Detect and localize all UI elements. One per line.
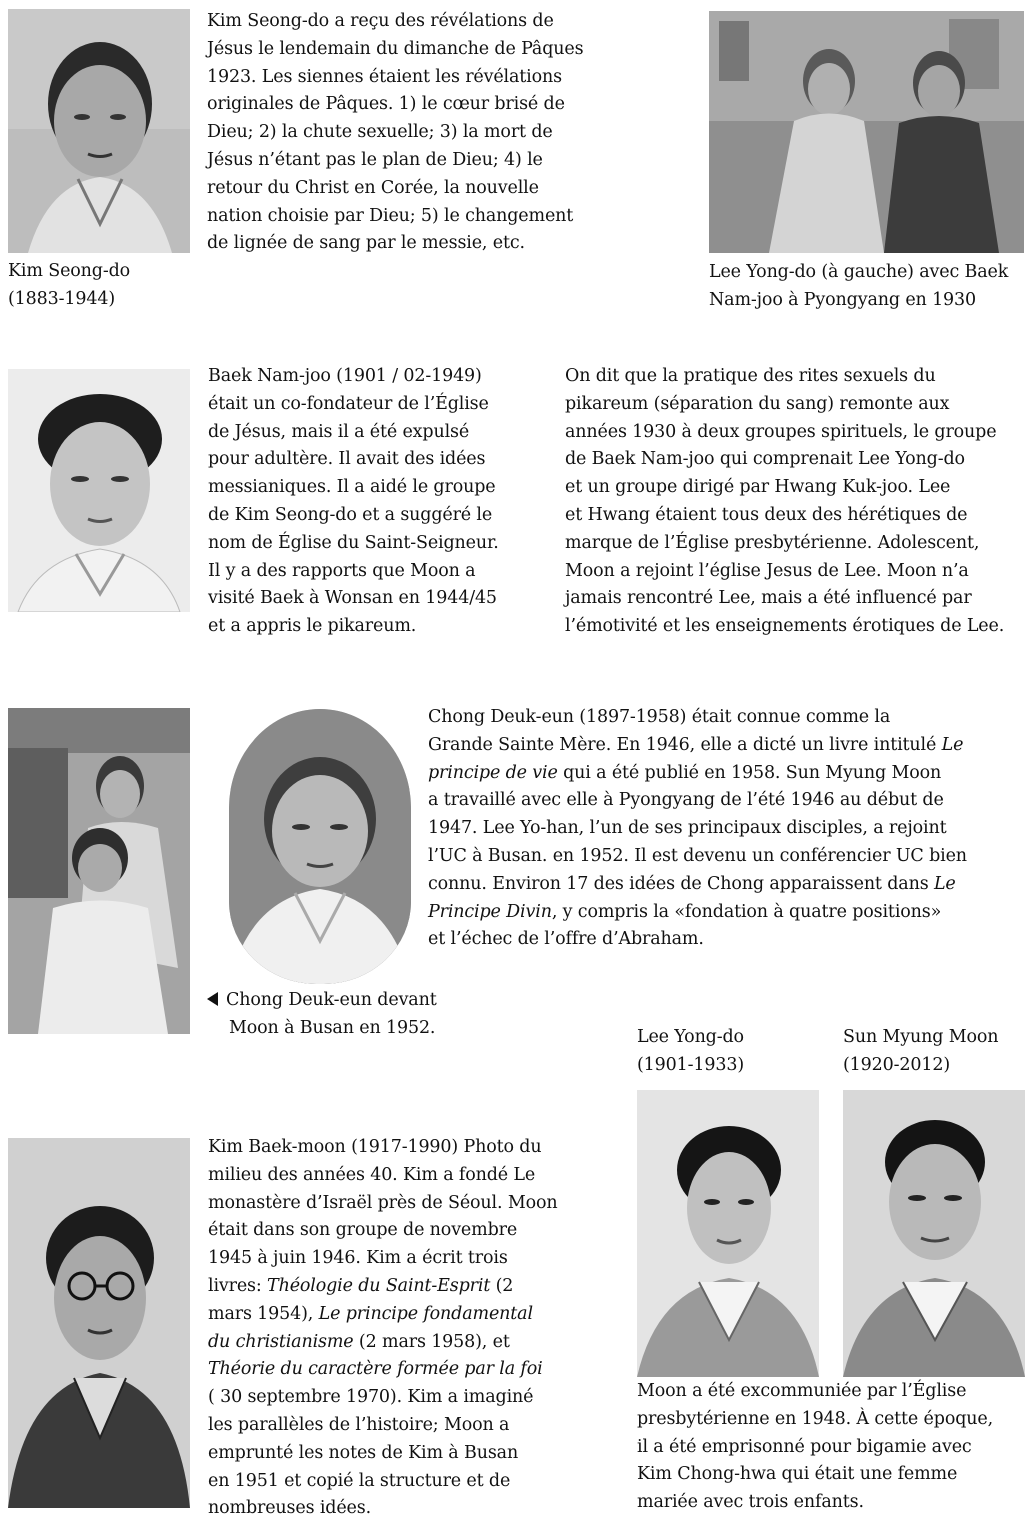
text-line: retour du Christ en Corée, la nouvelle xyxy=(207,177,539,198)
kim-seong-do-description xyxy=(207,8,607,258)
text-line: il a été emprisonné pour bigamie avec xyxy=(637,1436,972,1457)
book-title: Le xyxy=(933,873,956,894)
text-line: nombreuses idées. xyxy=(208,1498,371,1519)
caption-name: Sun Myung Moon xyxy=(843,1027,999,1047)
text-line: et un groupe dirigé par Hwang Kuk-joo. Lee xyxy=(565,477,951,498)
text-line: était un co-fondateur de l’Église xyxy=(208,393,489,414)
text-line: 1947. Lee Yo-han, l’un de ses principaux disciples, a rejoint xyxy=(428,818,947,839)
text-line: Dieu; 2) la chute sexuelle; 3) la mort de xyxy=(207,122,553,143)
text-line: années 1930 à deux groupes spirituels, le groupe xyxy=(565,421,997,442)
text-line: On dit que la pratique des rites sexuels du xyxy=(565,366,936,386)
caption-text: Chong Deuk-eun devant xyxy=(226,990,437,1010)
text-line: de Kim Seong-do et a suggéré le xyxy=(208,504,493,525)
caption-name: Kim Seong-do xyxy=(8,261,131,281)
photo-sun-myung-moon xyxy=(843,1090,1025,1377)
pikareum-description xyxy=(565,363,1027,641)
text-line: 1923. Les siennes étaient les révélations xyxy=(207,66,562,87)
text-line: Jésus n’étant pas le plan de Dieu; 4) le xyxy=(207,149,543,170)
text-line: de Jésus, mais il a été expulsé xyxy=(208,421,470,442)
photo-lee-yong-do xyxy=(637,1090,819,1377)
text-line xyxy=(428,899,1028,927)
text-line: monastère d’Israël près de Séoul. Moon xyxy=(208,1192,558,1213)
photo-kim-baek-moon xyxy=(8,1138,190,1508)
text-line: était dans son groupe de novembre xyxy=(208,1220,518,1241)
text-line: pour adultère. Il avait des idées xyxy=(208,449,486,470)
book-title: Le xyxy=(941,734,964,755)
text-line xyxy=(428,732,1028,760)
sun-myung-moon-caption xyxy=(843,1023,998,1079)
book-title: Principe Divin xyxy=(428,901,552,922)
text-run: Grande Sainte Mère. En 1946, elle a dicté un livre intitulé xyxy=(428,734,942,755)
text-line xyxy=(428,760,1028,788)
text-line: les parallèles de l’histoire; Moon a xyxy=(208,1414,510,1435)
text-line: nom de Église du Saint-Seigneur. xyxy=(208,532,499,553)
text-line: a travaillé avec elle à Pyongyang de l’été 1946 au début de xyxy=(428,790,944,811)
photo-baek-nam-joo xyxy=(8,369,190,612)
text-line: 1945 à juin 1946. Kim a écrit trois xyxy=(208,1248,508,1269)
text-line: en 1951 et copié la structure et de xyxy=(208,1470,511,1491)
text-line: nation choisie par Dieu; 5) le changement xyxy=(207,205,574,226)
photo-kim-seong-do xyxy=(8,9,190,253)
text-line: Kim Chong-hwa qui était une femme xyxy=(637,1464,958,1485)
text-line: Jésus le lendemain du dimanche de Pâques xyxy=(207,38,584,59)
text-run: qui a été publié en 1958. Sun Myung Moon xyxy=(557,762,942,783)
text-line: pikareum (séparation du sang) remonte aux xyxy=(565,393,950,414)
book-title: Théologie du Saint-Esprit xyxy=(267,1275,491,1296)
caption-line: Moon à Busan en 1952. xyxy=(229,1018,436,1038)
kim-seong-do-caption xyxy=(8,257,130,313)
text-line: de lignée de sang par le messie, etc. xyxy=(207,233,525,254)
text-run: mars 1954), xyxy=(208,1303,319,1324)
book-title: Théorie du caractère formée par la foi xyxy=(208,1359,543,1380)
book-title: Le principe fondamental xyxy=(318,1303,533,1324)
text-line: jamais rencontré Lee, mais a été influencé par xyxy=(565,588,972,609)
text-line: Moon a rejoint l’église Jesus de Lee. Moon n’a xyxy=(565,560,969,581)
text-run: , y compris la «fondation à quatre positions» xyxy=(551,901,942,922)
text-line: presbytérienne en 1948. À cette époque, xyxy=(637,1408,993,1429)
kim-baek-moon-description xyxy=(208,1134,598,1523)
text-line: emprunté les notes de Kim à Busan xyxy=(208,1442,519,1463)
photo-chong-deuk-eun-with-moon xyxy=(8,708,190,1034)
caption-dates: (1901-1933) xyxy=(637,1055,744,1075)
baek-nam-joo-description xyxy=(208,363,548,641)
left-arrow-icon xyxy=(207,992,218,1006)
lee-yong-do-caption xyxy=(637,1023,744,1079)
caption-line: Lee Yong-do (à gauche) avec Baek xyxy=(709,262,1009,282)
text-line: et a appris le pikareum. xyxy=(208,616,417,637)
caption-line xyxy=(207,986,437,1014)
text-line: messianiques. Il a aidé le groupe xyxy=(208,477,496,498)
caption-dates: (1920-2012) xyxy=(843,1055,950,1075)
text-line xyxy=(208,1329,598,1357)
text-run: (2 xyxy=(490,1275,514,1296)
text-line: milieu des années 40. Kim a fondé Le xyxy=(208,1164,536,1185)
chong-deuk-eun-description xyxy=(428,704,1028,954)
caption-line: Nam-joo à Pyongyang en 1930 xyxy=(709,290,977,310)
text-line: l’UC à Busan. en 1952. Il est devenu un conférencier UC bien xyxy=(428,845,967,866)
text-line: Kim Seong-do a reçu des révélations de xyxy=(207,11,554,31)
text-line xyxy=(208,1356,598,1384)
text-line: et l’échec de l’offre d’Abraham. xyxy=(428,929,704,950)
text-line: l’émotivité et les enseignements érotiques de Lee. xyxy=(565,616,1005,637)
text-run: livres: xyxy=(208,1275,268,1296)
text-line: ( 30 septembre 1970). Kim a imaginé xyxy=(208,1387,534,1408)
text-run: connu. Environ 17 des idées de Chong apparaissent dans xyxy=(428,873,934,894)
photo-lee-yong-do-baek-nam-joo xyxy=(709,11,1024,253)
text-line xyxy=(208,1301,598,1329)
text-line: Kim Baek-moon (1917-1990) Photo du xyxy=(208,1137,542,1157)
text-line: de Baek Nam-joo qui comprenait Lee Yong-do xyxy=(565,449,965,470)
text-line: Baek Nam-joo (1901 / 02-1949) xyxy=(208,366,482,386)
text-line xyxy=(428,871,1028,899)
text-line: marque de l’Église presbytérienne. Adolescent, xyxy=(565,532,980,553)
book-title: principe de vie xyxy=(428,762,558,783)
text-line: visité Baek à Wonsan en 1944/45 xyxy=(208,588,497,609)
moon-excommunication-description xyxy=(637,1378,1029,1517)
text-line: et Hwang étaient tous deux des hérétiques de xyxy=(565,504,968,525)
photo-chong-deuk-eun-portrait xyxy=(229,709,411,984)
lee-baek-caption xyxy=(709,258,1008,314)
text-line: originales de Pâques. 1) le cœur brisé de xyxy=(207,94,565,115)
text-line: Chong Deuk-eun (1897-1958) était connue comme la xyxy=(428,707,891,727)
text-line: mariée avec trois enfants. xyxy=(637,1492,864,1513)
text-line: Il y a des rapports que Moon a xyxy=(208,560,476,581)
chong-deuk-eun-caption xyxy=(207,986,437,1042)
book-title: du christianisme xyxy=(208,1331,354,1352)
caption-name: Lee Yong-do xyxy=(637,1027,744,1047)
text-line xyxy=(208,1273,598,1301)
text-run: (2 mars 1958), et xyxy=(353,1331,510,1352)
text-line: Moon a été excommuniée par l’Église xyxy=(637,1381,967,1401)
caption-dates: (1883-1944) xyxy=(8,289,115,309)
